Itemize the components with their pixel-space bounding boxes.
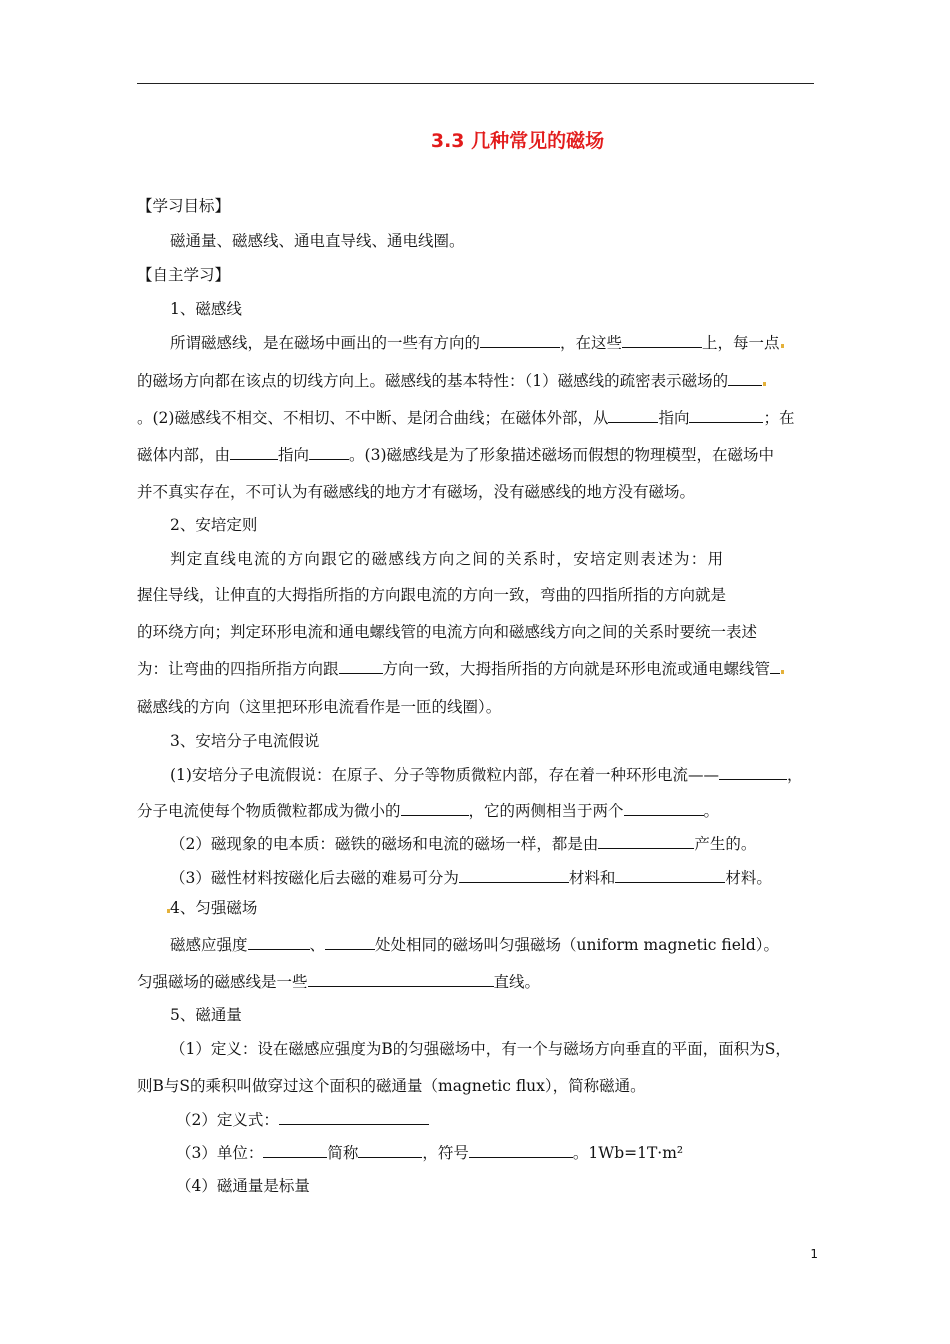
s2-line1: 判定直线电流的方向跟它的磁感线方向之间的关系时，安培定则表述为：用 bbox=[170, 550, 725, 568]
s5-line2: 则B与S的乘积叫做穿过这个面积的磁通量（magnetic flux），简称磁通。 bbox=[137, 1077, 646, 1095]
s5-line1: （1）定义：设在磁感应强度为B的匀强磁场中，有一个与磁场方向垂直的平面，面积为S， bbox=[170, 1040, 791, 1058]
page-number: 1 bbox=[810, 1247, 818, 1261]
blank[interactable] bbox=[308, 972, 494, 987]
s5-line4: （3）单位： 简称 ，符号 。1Wb=1T·m² bbox=[176, 1144, 684, 1162]
s2-line4: 为：让弯曲的四指所指方向跟 方向一致，大拇指所指的方向就是环形电流或通电螺线管 bbox=[137, 659, 814, 679]
section-3-title: 3、安培分子电流假说 bbox=[170, 732, 320, 750]
section-2-title: 2、安培定则 bbox=[170, 516, 258, 534]
blank[interactable] bbox=[728, 371, 762, 386]
s1-line5: 并不真实存在，不可认为有磁感线的地方才有磁场，没有磁感线的地方没有磁场。 bbox=[137, 483, 696, 501]
blank[interactable] bbox=[309, 445, 349, 460]
page-title: 3.3 几种常见的磁场 bbox=[430, 130, 605, 152]
s2-line5: 磁感线的方向（这里把环形电流看作是一匝的线圈）。 bbox=[137, 698, 502, 716]
s1-line4: 磁体内部，由 指向 。(3)磁感线是为了形象描述磁场而假想的物理模型，在磁场中 bbox=[137, 446, 774, 464]
blank[interactable] bbox=[689, 408, 763, 423]
section-4-title: 4、匀强磁场 bbox=[170, 898, 814, 918]
heading-self-study: 【自主学习】 bbox=[137, 266, 231, 284]
blank[interactable] bbox=[358, 1143, 422, 1158]
blank[interactable] bbox=[770, 659, 780, 674]
blank[interactable] bbox=[719, 765, 787, 780]
s2-line2: 握住导线，让伸直的大拇指所指的方向跟电流的方向一致，弯曲的四指所指的方向就是 bbox=[137, 586, 727, 604]
blank[interactable] bbox=[459, 868, 569, 883]
heading-learning-goals: 【学习目标】 bbox=[137, 197, 231, 215]
s1-line2: 的磁场方向都在该点的切线方向上。磁感线的基本特性：（1）磁感线的疏密表示磁场的 bbox=[137, 371, 814, 391]
s4-line1: 磁感应强度 、 处处相同的磁场叫匀强磁场（uniform magnetic field）。 bbox=[170, 936, 780, 954]
s3-line4: （3）磁性材料按磁化后去磁的难易可分为 材料和 材料。 bbox=[170, 869, 772, 887]
s5-line3: （2）定义式： bbox=[176, 1110, 814, 1130]
blank[interactable] bbox=[615, 868, 725, 883]
blank[interactable] bbox=[480, 333, 560, 348]
section-1-title: 1、磁感线 bbox=[170, 300, 242, 318]
s3-line1: (1)安培分子电流假说：在原子、分子等物质微粒内部，存在着一种环形电流—— ， bbox=[170, 766, 803, 784]
s3-line3: （2）磁现象的电本质：磁铁的磁场和电流的磁场一样，都是由 产生的。 bbox=[170, 835, 757, 853]
goal-text: 磁通量、磁感线、通电直导线、通电线圈。 bbox=[170, 232, 465, 250]
header-rule bbox=[137, 83, 814, 84]
blank[interactable] bbox=[263, 1143, 327, 1158]
blank[interactable] bbox=[608, 408, 658, 423]
s3-line2: 分子电流使每个物质微粒都成为微小的 ，它的两侧相当于两个 。 bbox=[137, 802, 720, 820]
blank[interactable] bbox=[469, 1143, 573, 1158]
s2-line3: 的环绕方向；判定环形电流和通电螺线管的电流方向和磁感线方向之间的关系时要统一表述 bbox=[137, 623, 758, 641]
blank[interactable] bbox=[622, 333, 702, 348]
blank[interactable] bbox=[624, 801, 704, 816]
blank[interactable] bbox=[339, 659, 383, 674]
blank[interactable] bbox=[598, 834, 694, 849]
s1-line3: 。(2)磁感线不相交、不相切、不中断、是闭合曲线；在磁体外部，从 指向 ；在 bbox=[137, 409, 795, 427]
blank[interactable] bbox=[230, 445, 278, 460]
blank[interactable] bbox=[325, 935, 375, 950]
section-5-title: 5、磁通量 bbox=[170, 1006, 242, 1024]
s5-line5: （4）磁通量是标量 bbox=[176, 1177, 310, 1195]
s4-line2: 匀强磁场的磁感线是一些 直线。 bbox=[137, 973, 541, 991]
blank[interactable] bbox=[401, 801, 469, 816]
blank[interactable] bbox=[248, 935, 310, 950]
s1-line1: 所谓磁感线，是在磁场中画出的一些有方向的 ，在这些 上，每一点 bbox=[170, 333, 814, 353]
blank[interactable] bbox=[279, 1110, 429, 1125]
